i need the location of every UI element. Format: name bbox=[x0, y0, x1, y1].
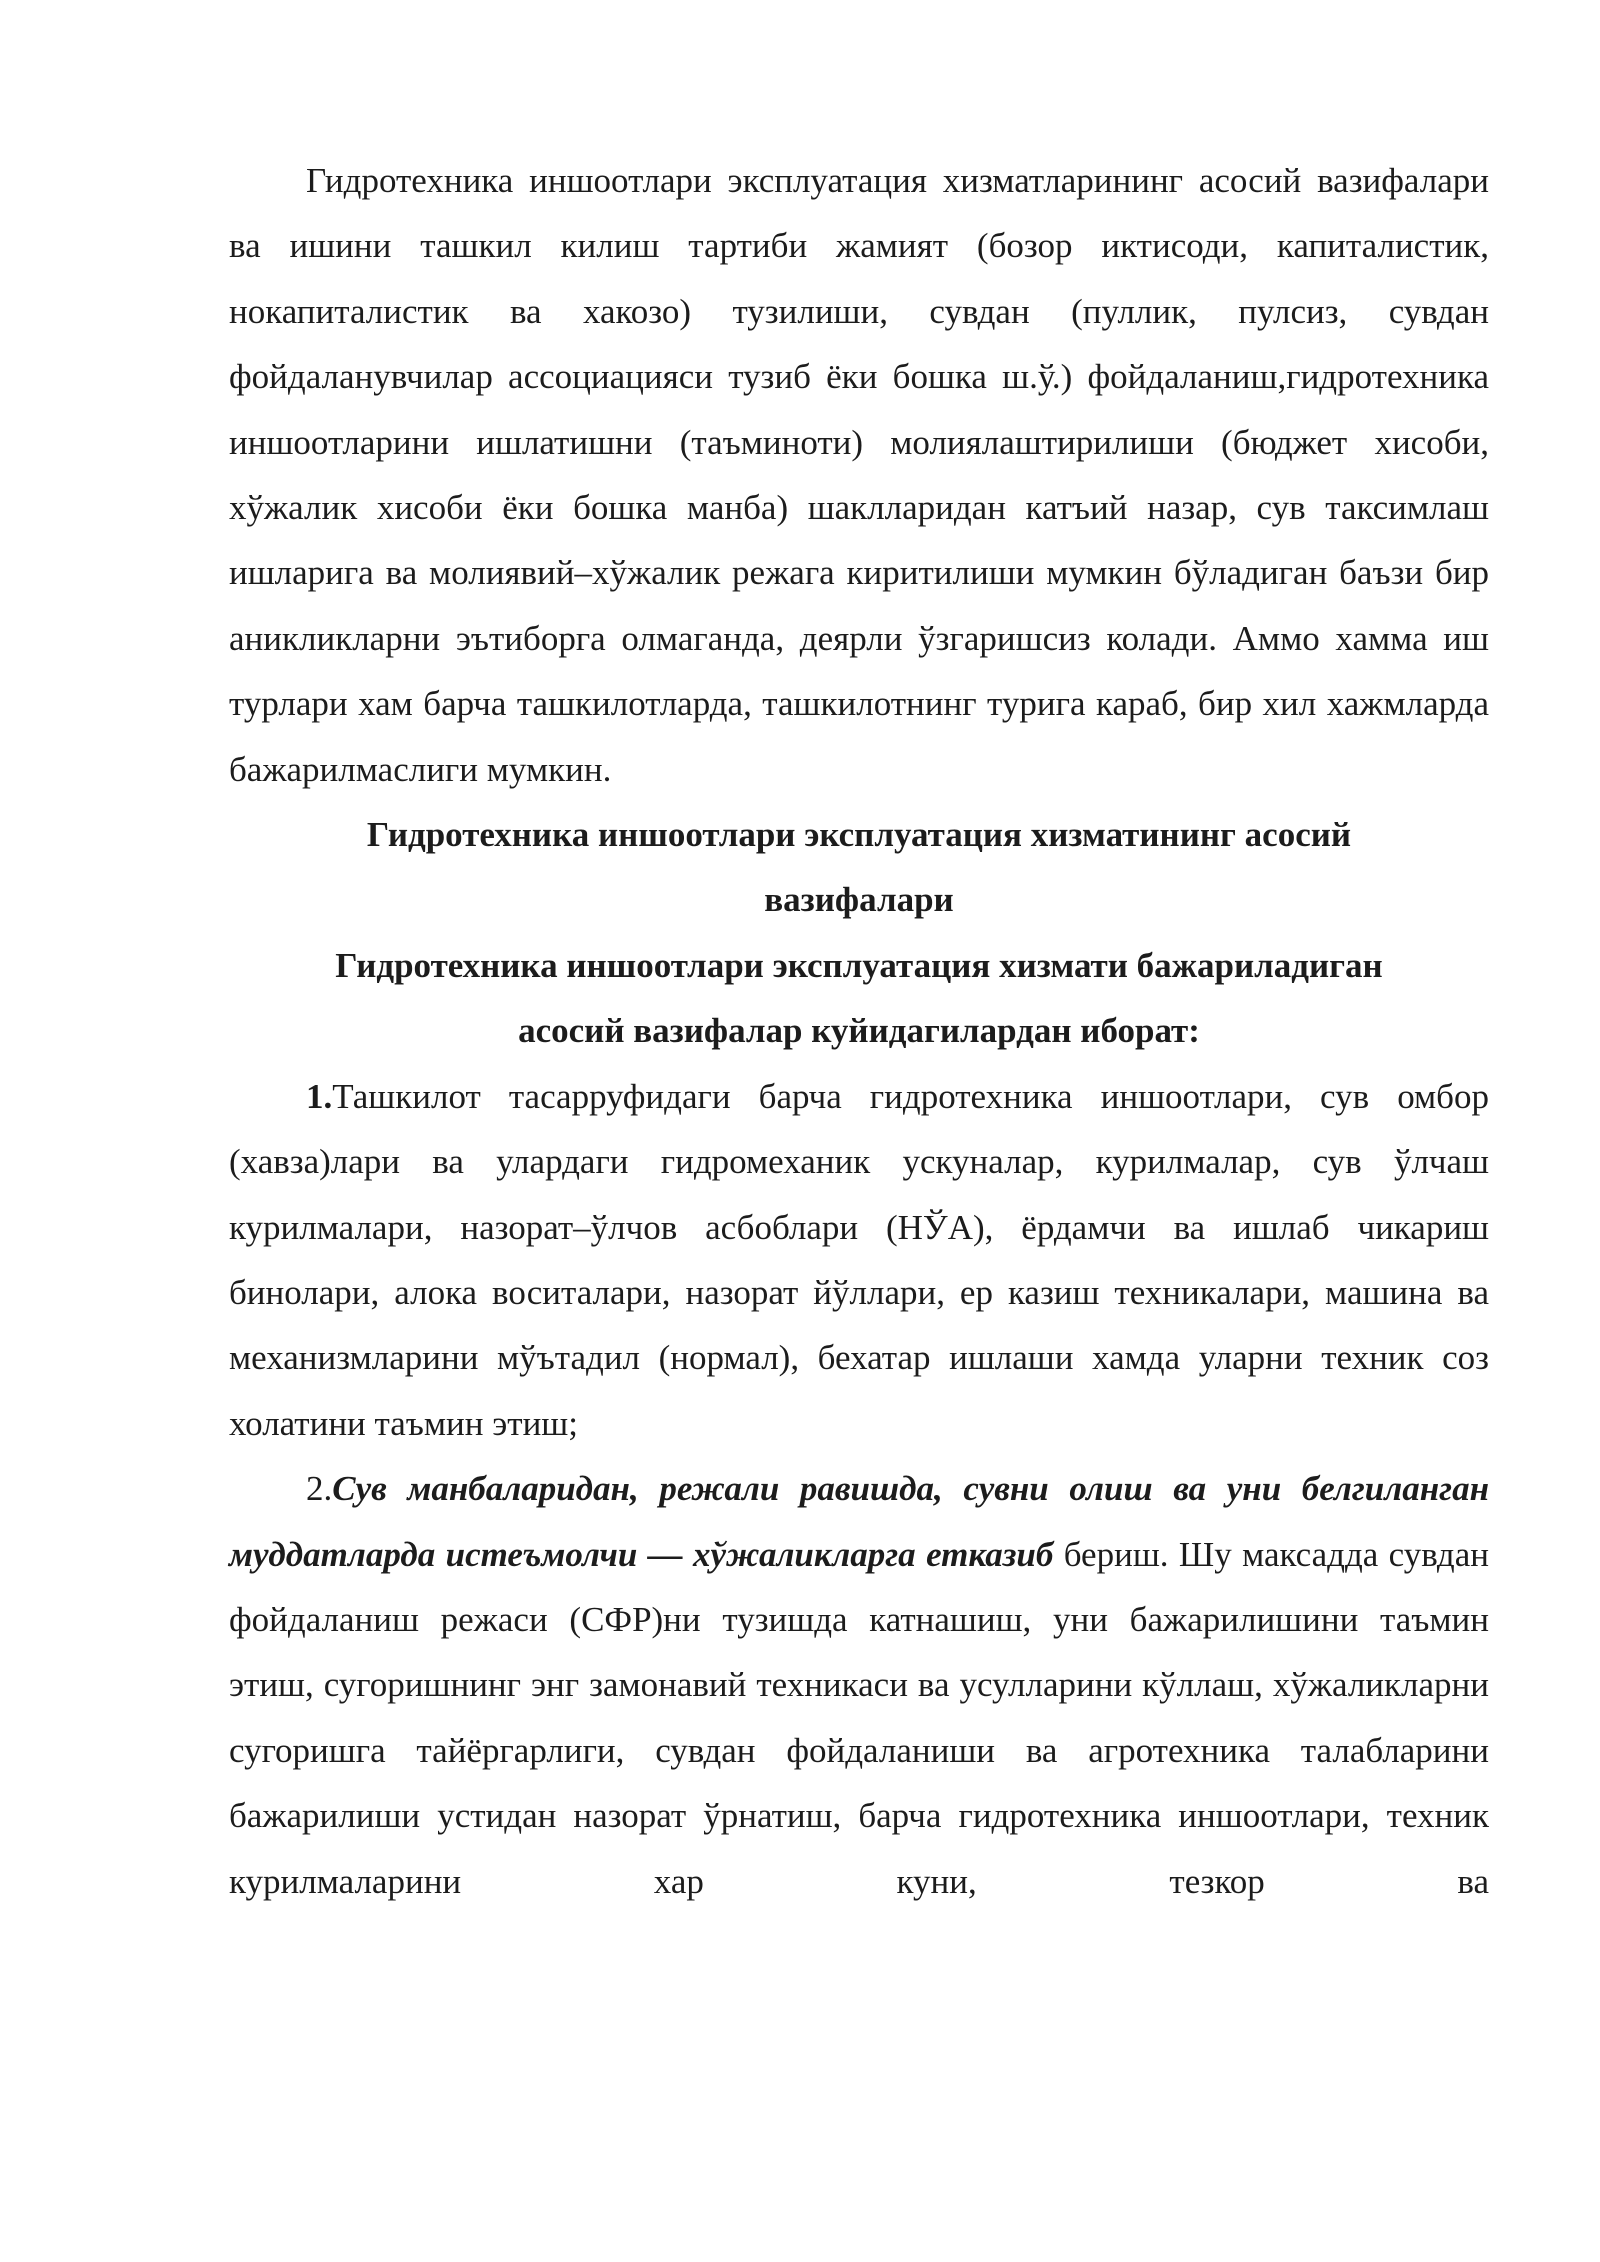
subsection-heading-line-1: Гидротехника иншоотлари эксплуатация хизмати бажариладиган bbox=[335, 945, 1383, 985]
document-page bbox=[229, 148, 1489, 1914]
subsection-heading-line-2: асосий вазифалар куйидагилардан иборат: bbox=[518, 1011, 1200, 1051]
list-item-2 bbox=[229, 1456, 1489, 1914]
section-heading-line-2: вазифалари bbox=[764, 880, 954, 920]
list-item-1-text: Ташкилот тасарруфидаги барча гидротехника иншоотлари, сув омбор (хавза)лари ва улардаги гидромеханик ускуналар, курилмалар, сув ўлчаш курилмалари, назорат–ўлчов асбоблари (НЎА), ёрдамчи ва ишлаб чикариш бинолари, алока воситалари, назорат йўллари, ер казиш техникалари, машина ва механизмларини мўътадил (нормал), бехатар ишлаши хамда уларни техник соз холатини таъмин этиш; bbox=[229, 1076, 1489, 1443]
list-item-1-number: 1. bbox=[306, 1076, 333, 1116]
intro-paragraph: Гидротехника иншоотлари эксплуатация хизматларининг асосий вазифалари ва ишини ташкил килиш тартиби жамият (бозор иктисоди, капиталистик, нокапиталистик ва хакозо) тузилиши, сувдан (пуллик, пулсиз, сувдан фойдаланувчилар ассоциацияси тузиб ёки бошка ш.ў.) фойдаланиш,гидротехника иншоотларини ишлатишни (таъминоти) молиялаштирилиши (бюджет хисоби, хўжалик хисоби ёки бошка манба) шаклларидан катъий назар, сув таксимлаш ишларига ва молиявий–хўжалик режага киритилиши мумкин бўладиган баъзи бир аникликларни эътиборга олмаганда, деярли ўзгаришсиз колади. Аммо хамма иш турлари хам барча ташкилотларда, ташкилотнинг турига караб, бир хил хажмларда бажарилмаслиги мумкин. bbox=[229, 161, 1489, 789]
subsection-heading bbox=[229, 933, 1489, 1064]
section-heading bbox=[229, 802, 1489, 933]
list-item-1 bbox=[229, 1064, 1489, 1456]
list-item-2-emphasis: Сув манбаларидан, режали равишда, сувни олиш ва уни белгиланган муддатларда истеъмолчи — хўжаликларга етказиб bbox=[229, 1469, 1489, 1574]
list-item-2-text: бериш. Шу максадда сувдан фойдаланиш режаси (СФР)ни тузишда катнашиш, уни бажарилишини таъмин этиш, сугоришнинг энг замонавий техникаси ва усулларини кўллаш, хўжаликларни сугоришга тайёргарлиги, сувдан фойдаланиши ва агротехника талабларини бажарилиши устидан назорат ўрнатиш, барча гидротехника иншоотлари, техник курилмаларини хар куни, тезкор ва bbox=[229, 1534, 1489, 1901]
list-item-2-number: 2. bbox=[306, 1469, 333, 1509]
section-heading-line-1: Гидротехника иншоотлари эксплуатация хизматининг асосий bbox=[366, 815, 1352, 855]
